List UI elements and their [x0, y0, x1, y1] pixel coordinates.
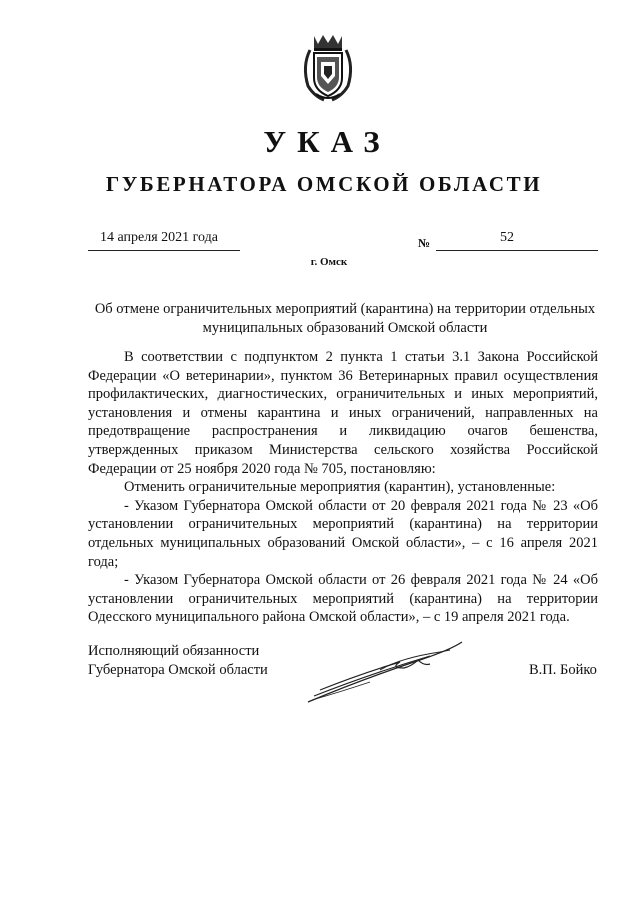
signatory-name: В.П. Бойко: [529, 662, 597, 678]
city-label: г. Омск: [310, 256, 348, 268]
decree-number: 52: [500, 230, 514, 245]
signatory-position-line1: Исполняющий обязанности: [88, 643, 260, 659]
signatory-position-line2: Губернатора Омской области: [88, 662, 268, 678]
preamble-paragraph: В соответствии с подпунктом 2 пункта 1 статьи 3.1 Закона Российской Федерации «О ветеринарии», пунктом 36 Ветеринарных правил осуществления профилактических, диагностических, ограничительных и иных мероприятий, установления и отмены карантина и иных ограничений, направленных на предотвращение распространения и ликвидацию очагов бешенства, утвержденных приказом Министерства сельского хозяйства Российской Федерации от 25 ноября 2020 года № 705, постановляю:: [88, 349, 598, 477]
decree-heading: УКАЗ: [263, 124, 391, 159]
decree-item-1: - Указом Губернатора Омской области от 20 февраля 2021 года № 23 «Об установлении ограничительных мероприятий (карантина) на территории отдельных муниципальных образований Омской области», – с 16 апреля 2021 года;: [88, 497, 598, 570]
decree-date: 14 апреля 2021 года: [100, 230, 218, 245]
coat-of-arms-icon: [300, 32, 356, 102]
issuer-heading: ГУБЕРНАТОРА ОМСКОЙ ОБЛАСТИ: [105, 172, 543, 196]
resolution-paragraph: Отменить ограничительные мероприятия (карантин), установленные:: [124, 479, 556, 496]
date-field: [88, 230, 240, 251]
document-title: Об отмене ограничительных мероприятий (карантина) на территории отдельных муниципальных образований Омской области: [94, 301, 596, 336]
signatory-position: [88, 642, 268, 680]
handwritten-signature: [300, 630, 470, 710]
number-label: №: [418, 236, 431, 250]
decree-body: [88, 348, 598, 627]
number-field: [436, 230, 598, 251]
decree-item-2: - Указом Губернатора Омской области от 26 февраля 2021 года № 24 «Об установлении ограничительных мероприятий (карантина) на территории Одесского муниципального района Омской области», – с 19 апреля 2021 года.: [88, 572, 598, 626]
